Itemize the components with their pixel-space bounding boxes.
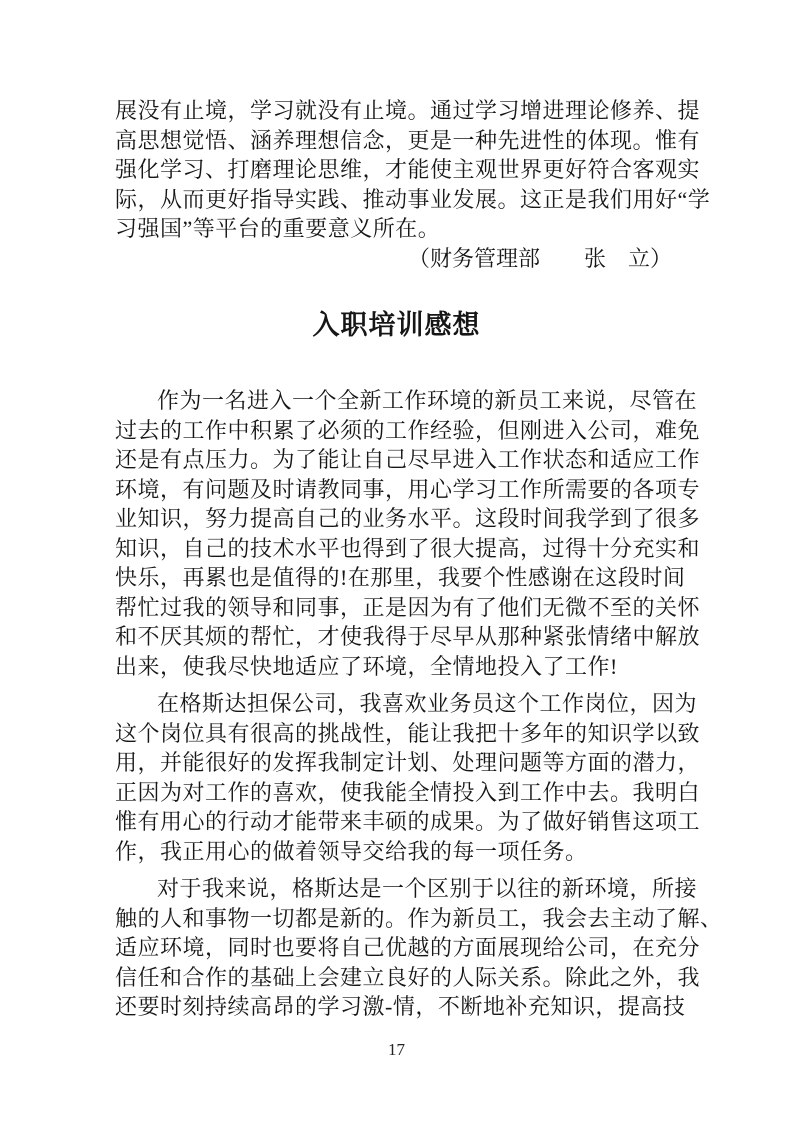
text-line: 信任和合作的基础上会建立良好的人际关系。除此之外，我 (115, 964, 701, 990)
text-line: 作为一名进入一个全新工作环境的新员工来说，尽管在 (157, 388, 698, 413)
body-paragraph-1 (115, 386, 701, 681)
text-line: 还要时刻持续高昂的学习激-情，不断地补充知识，提高技 (115, 994, 686, 1019)
text-line: 知识，自己的技术水平也得到了很大提高，过得十分充实和 (115, 535, 701, 561)
text-line: 快乐，再累也是值得的!在那里，我要个性感谢在这段时间 (115, 565, 686, 590)
text-line: 正因为对工作的喜欢，使我能全情投入到工作中去。我明白 (115, 779, 701, 805)
text-line: 高思想觉悟、涵养理想信念，更是一种先进性的体现。惟有 (115, 127, 701, 153)
text-line: 用，并能很好的发挥我制定计划、处理问题等方面的潜力， (115, 750, 701, 775)
body-paragraph-3 (115, 874, 723, 1022)
text-line: 这个岗位具有很高的挑战性，能让我把十多年的知识学以致 (115, 720, 701, 746)
article-title: 入职培训感想 (312, 310, 481, 340)
body-paragraph-2 (115, 689, 701, 866)
text-line: 业知识，努力提高自己的业务水平。这段时间我学到了很多 (115, 506, 701, 531)
text-line: 习强国”等平台的重要意义所在。 (115, 216, 441, 241)
text-line: 作，我正用心的做着领导交给我的每一项任务。 (115, 838, 588, 864)
text-line: 在格斯达担保公司，我喜欢业务员这个工作岗位，因为 (157, 691, 698, 716)
attribution-line: （财务管理部 张 立） (407, 245, 672, 271)
text-line: 环境，有问题及时请教同事，用心学习工作所需要的各项专 (115, 476, 701, 502)
text-line: 对于我来说，格斯达是一个区别于以往的新环境，所接 (157, 876, 698, 901)
text-line: 展没有止境，学习就没有止境。通过学习增进理论修养、提 (115, 98, 701, 123)
page-number: 17 (388, 1040, 405, 1059)
text-line: 惟有用心的行动才能带来丰硕的成果。为了做好销售这项工 (115, 809, 701, 834)
text-line: 强化学习、打磨理论思维，才能使主观世界更好符合客观实 (115, 157, 701, 182)
text-line: 出来，使我尽快地适应了环境，全情地投入了工作! (115, 653, 618, 679)
text-line: 适应环境，同时也要将自己优越的方面展现给公司，在充分 (115, 935, 701, 960)
intro-continuation-paragraph (115, 96, 711, 244)
text-line: 和不厌其烦的帮忙，才使我得于尽早从那种紧张情绪中解放 (115, 624, 701, 649)
text-line: 还是有点压力。为了能让自己尽早进入工作状态和适应工作 (115, 447, 701, 472)
text-line: 帮忙过我的领导和同事，正是因为有了他们无微不至的关怀 (115, 594, 701, 620)
text-line: 际，从而更好指导实践、推动事业发展。这正是我们用好“学 (115, 186, 711, 212)
text-line: 过去的工作中积累了必须的工作经验，但刚进入公司，难免 (115, 417, 701, 443)
text-line: 触的人和事物一切都是新的。作为新员工，我会去主动了解、 (115, 905, 723, 931)
